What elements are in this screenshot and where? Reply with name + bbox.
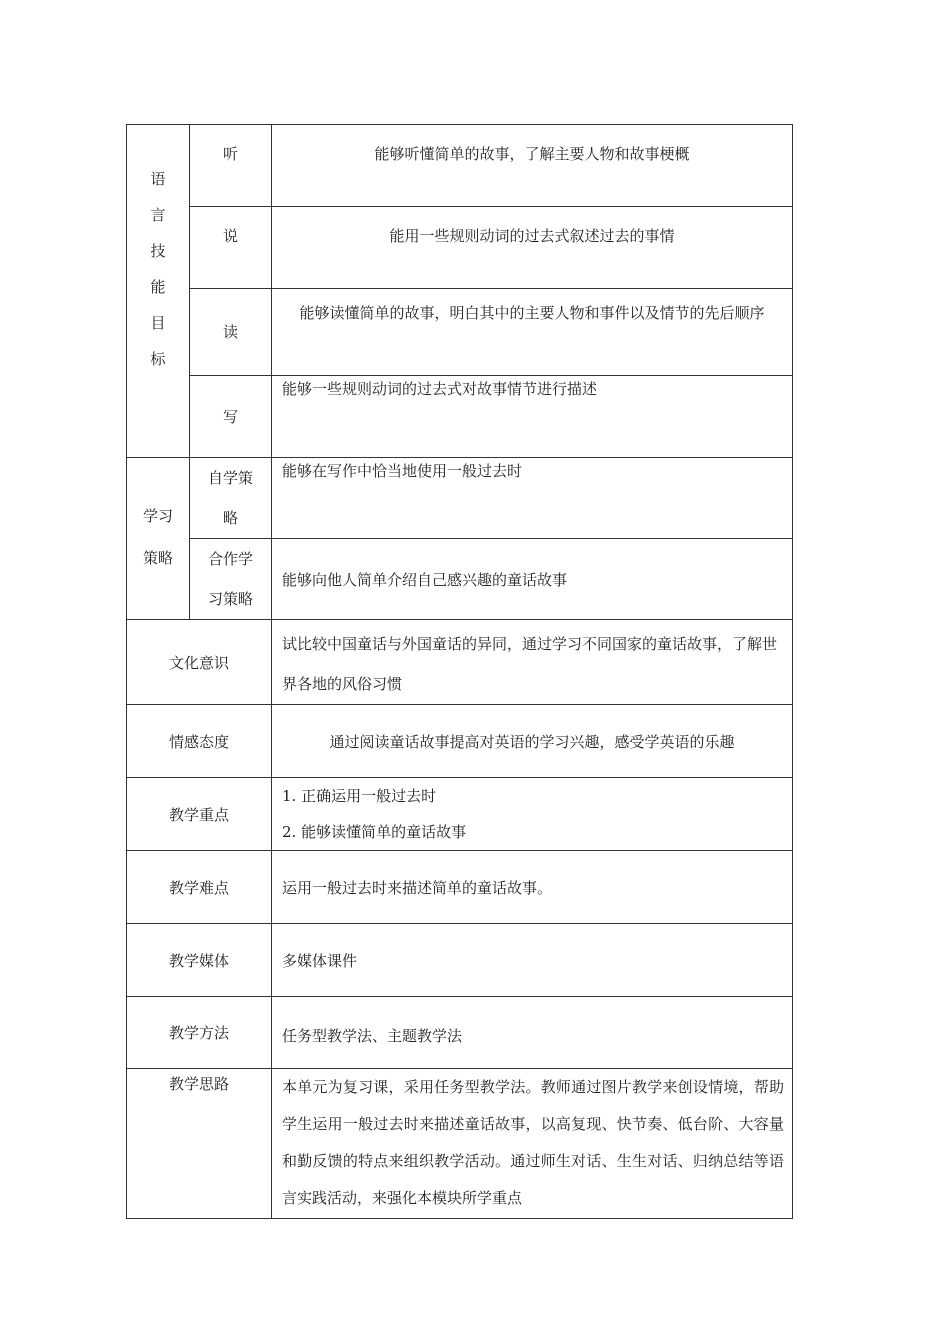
culture-label: 文化意识 — [127, 620, 272, 705]
skill-content: 能够听懂简单的故事，了解主要人物和故事梗概 — [272, 125, 793, 207]
skill-row-speaking — [127, 206, 793, 288]
label-char: 言 — [150, 206, 166, 224]
skill-name: 读 — [190, 288, 272, 375]
lesson-plan-table — [126, 124, 793, 1219]
methods-row — [127, 997, 793, 1069]
language-skills-label — [127, 125, 190, 458]
strategy-content: 能够在写作中恰当地使用一般过去时 — [272, 458, 793, 539]
approach-row — [127, 1069, 793, 1219]
key-points-label: 教学重点 — [127, 778, 272, 851]
difficulties-label: 教学难点 — [127, 851, 272, 924]
skill-content: 能够一些规则动词的过去式对故事情节进行描述 — [272, 376, 793, 458]
list-item: 2. 能够读懂简单的童话故事 — [282, 823, 467, 841]
label-char: 目 — [150, 314, 166, 332]
emotion-row — [127, 705, 793, 778]
skill-content: 能够读懂简单的故事，明白其中的主要人物和事件以及情节的先后顺序 — [272, 288, 793, 375]
strategy-row-cooperative — [127, 539, 793, 620]
culture-row — [127, 620, 793, 705]
skill-row-listening — [127, 125, 793, 207]
media-label: 教学媒体 — [127, 924, 272, 997]
skill-row-reading — [127, 288, 793, 375]
emotion-content: 通过阅读童话故事提高对英语的学习兴趣，感受学英语的乐趣 — [272, 705, 793, 778]
emotion-label: 情感态度 — [127, 705, 272, 778]
skill-content: 能用一些规则动词的过去式叙述过去的事情 — [272, 206, 793, 288]
approach-content: 本单元为复习课，采用任务型教学法。教师通过图片教学来创设情境，帮助学生运用一般过去时来描述童话故事，以高复现、快节奏、低台阶、大容量和勤反馈的特点来组织教学活动。通过师生对话、生生对话、归纳总结等语言实践活动，来强化本模块所学重点 — [272, 1069, 793, 1219]
learning-strategy-label: 学习 策略 — [127, 458, 190, 620]
strategy-type: 自学策 略 — [190, 458, 272, 539]
key-points-content — [272, 778, 793, 851]
approach-label: 教学思路 — [127, 1069, 272, 1219]
media-row — [127, 924, 793, 997]
skill-name: 写 — [190, 376, 272, 458]
label-char: 能 — [150, 278, 166, 296]
label-char: 技 — [150, 242, 166, 260]
skill-row-writing — [127, 376, 793, 458]
strategy-content: 能够向他人简单介绍自己感兴趣的童话故事 — [272, 539, 793, 620]
skill-name: 说 — [190, 206, 272, 288]
skill-name: 听 — [190, 125, 272, 207]
list-item: 1. 正确运用一般过去时 — [282, 787, 437, 805]
media-content: 多媒体课件 — [272, 924, 793, 997]
difficulties-row — [127, 851, 793, 924]
strategy-row-self — [127, 458, 793, 539]
label-char: 语 — [150, 170, 166, 188]
methods-content: 任务型教学法、主题教学法 — [272, 997, 793, 1069]
key-points-row — [127, 778, 793, 851]
culture-content: 试比较中国童话与外国童话的异同，通过学习不同国家的童话故事，了解世界各地的风俗习惯 — [272, 620, 793, 705]
label-char: 标 — [150, 350, 166, 368]
strategy-type: 合作学 习策略 — [190, 539, 272, 620]
difficulties-content: 运用一般过去时来描述简单的童话故事。 — [272, 851, 793, 924]
methods-label: 教学方法 — [127, 997, 272, 1069]
